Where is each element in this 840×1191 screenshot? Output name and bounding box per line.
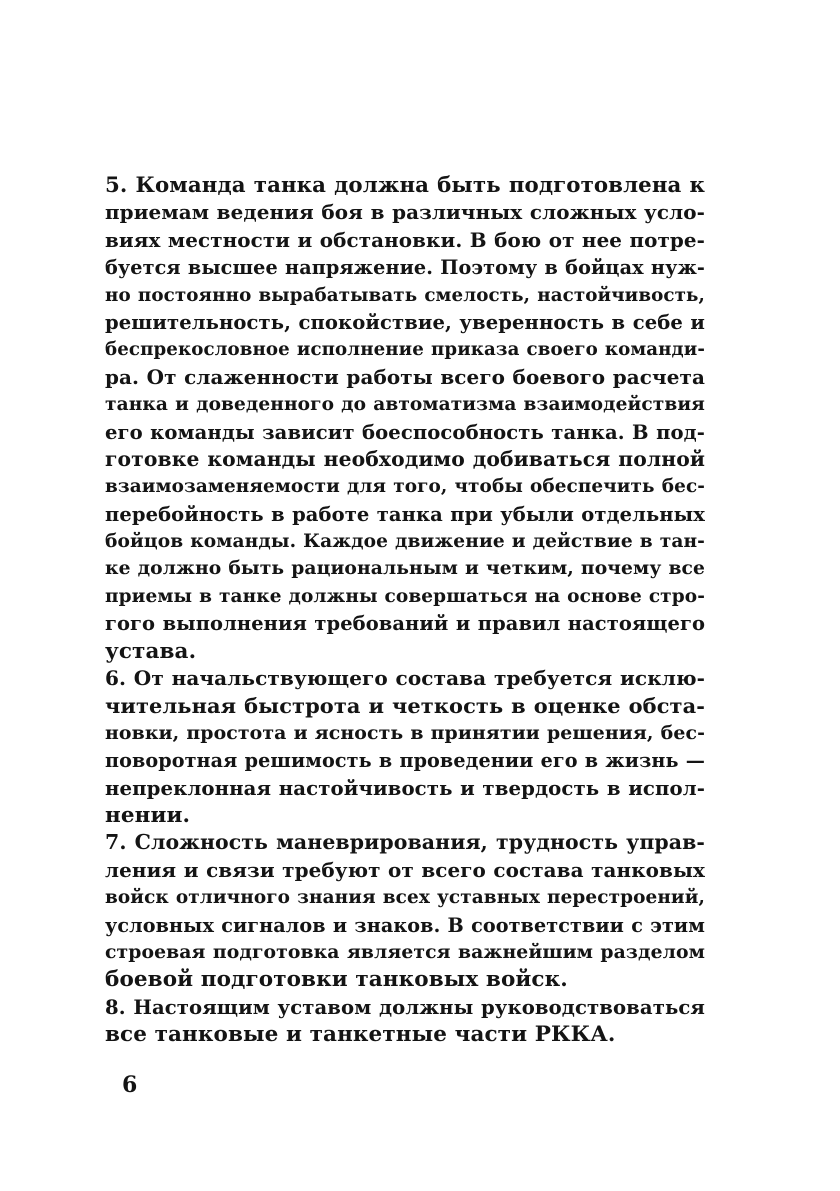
text-line: виях местности и обстановки. В бою от нее потре- — [105, 227, 705, 252]
text-line: войск отличного знания всех уставных перестроений, — [105, 887, 705, 909]
text-line: новки, простота и ясность в принятии решения, бес- — [105, 721, 705, 744]
text-line: 6. От начальствующего состава требуется исклю- — [105, 666, 705, 691]
text-line: устава. — [105, 638, 197, 664]
text-line: беспрекословное исполнение приказа своего команди- — [105, 339, 705, 361]
page-number: 6 — [122, 1072, 138, 1098]
text-line: нении. — [105, 802, 191, 828]
text-line: 8. Настоящим уставом должны руководствоваться — [105, 995, 705, 1019]
text-line: приемы в танке должны совершаться на основе стро- — [105, 585, 705, 607]
text-line: взаимозаменяемости для того, чтобы обеспечить бес- — [105, 476, 705, 498]
text-line: ления и связи требуют от всего состава танковых — [105, 857, 705, 882]
text-line: поворотная решимость в проведении его в жизнь — — [105, 749, 705, 773]
text-line: танка и доведенного до автоматизма взаимодействия — [105, 394, 705, 416]
text-line: ке должно быть рациональным и четким, почему все — [105, 557, 705, 580]
text-line: боевой подготовки танковых войск. — [105, 967, 568, 993]
text-line: его команды зависит боеспособность танка. В под- — [105, 420, 705, 444]
text-line: строевая подготовка является важнейшим разделом — [105, 940, 705, 963]
text-line: чительная быстрота и четкость в оценке обста- — [105, 693, 705, 719]
text-line: все танковые и танкетные части РККА. — [105, 1022, 616, 1048]
text-line: 7. Сложность маневрирования, трудность управ- — [105, 830, 705, 855]
text-line: но постоянно вырабатывать смелость, настойчивость, — [105, 284, 705, 306]
text-line: бойцов команды. Каждое движение и действие в тан- — [105, 531, 705, 553]
text-line: гого выполнения требований и правил настоящего — [105, 612, 705, 636]
text-line: перебойность в работе танка при убыли отдельных — [105, 502, 705, 526]
text-line: непреклонная настойчивость и твердость в испол- — [105, 776, 705, 800]
text-line: условных сигналов и знаков. В соответствии с этим — [105, 913, 705, 937]
text-line: готовке команды необходимо добиваться полной — [105, 446, 705, 471]
text-line: 5. Команда танка должна быть подготовлена к — [105, 173, 705, 198]
text-line: ра. От слаженности работы всего боевого расчета — [105, 364, 705, 389]
text-line: буется высшее напряжение. Поэтому в бойцах нуж- — [105, 256, 705, 280]
text-line: решительность, спокойствие, уверенность в себе и — [105, 310, 705, 334]
text-line: приемам ведения боя в различных сложных усло- — [105, 200, 705, 225]
body-text — [105, 172, 705, 1049]
